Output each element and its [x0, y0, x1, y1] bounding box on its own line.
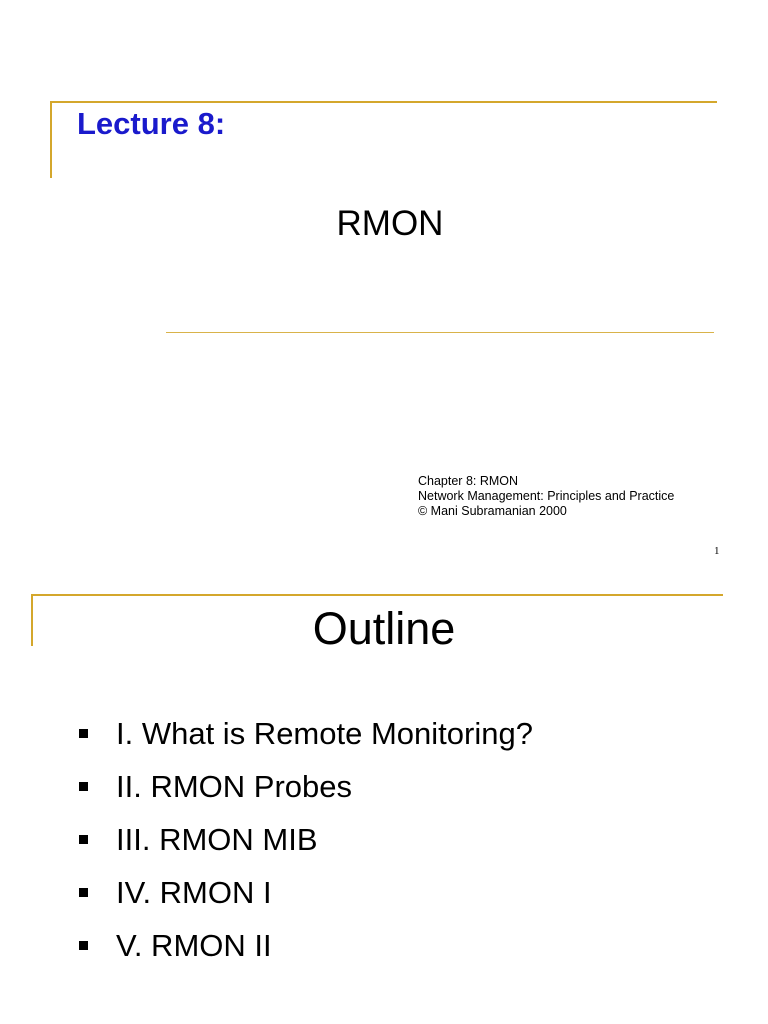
- square-bullet-icon: [79, 782, 88, 791]
- outline-item-text: III. RMON MIB: [116, 822, 318, 857]
- square-bullet-icon: [79, 729, 88, 738]
- outline-title: Outline: [312, 603, 456, 654]
- slide1-middle-rule: [166, 332, 714, 333]
- lecture-subtitle: RMON: [336, 204, 444, 243]
- slide2-top-rule: [31, 594, 723, 596]
- lecture-title: Lecture 8:: [77, 106, 226, 141]
- slide1-top-rule: [50, 101, 717, 103]
- footer-copyright: © Mani Subramanian 2000: [418, 504, 567, 518]
- square-bullet-icon: [79, 835, 88, 844]
- outline-item-text: I. What is Remote Monitoring?: [116, 716, 533, 751]
- footer-book: Network Management: Principles and Practice: [418, 489, 675, 503]
- outline-item-text: V. RMON II: [116, 928, 272, 963]
- slide1-vertical-rule: [50, 102, 52, 178]
- outline-item-text: IV. RMON I: [116, 875, 272, 910]
- square-bullet-icon: [79, 941, 88, 950]
- footer-chapter: Chapter 8: RMON: [418, 474, 519, 488]
- square-bullet-icon: [79, 888, 88, 897]
- page-number: 1: [714, 545, 720, 557]
- slide1-footer: [418, 474, 674, 519]
- outline-item-text: II. RMON Probes: [116, 769, 352, 804]
